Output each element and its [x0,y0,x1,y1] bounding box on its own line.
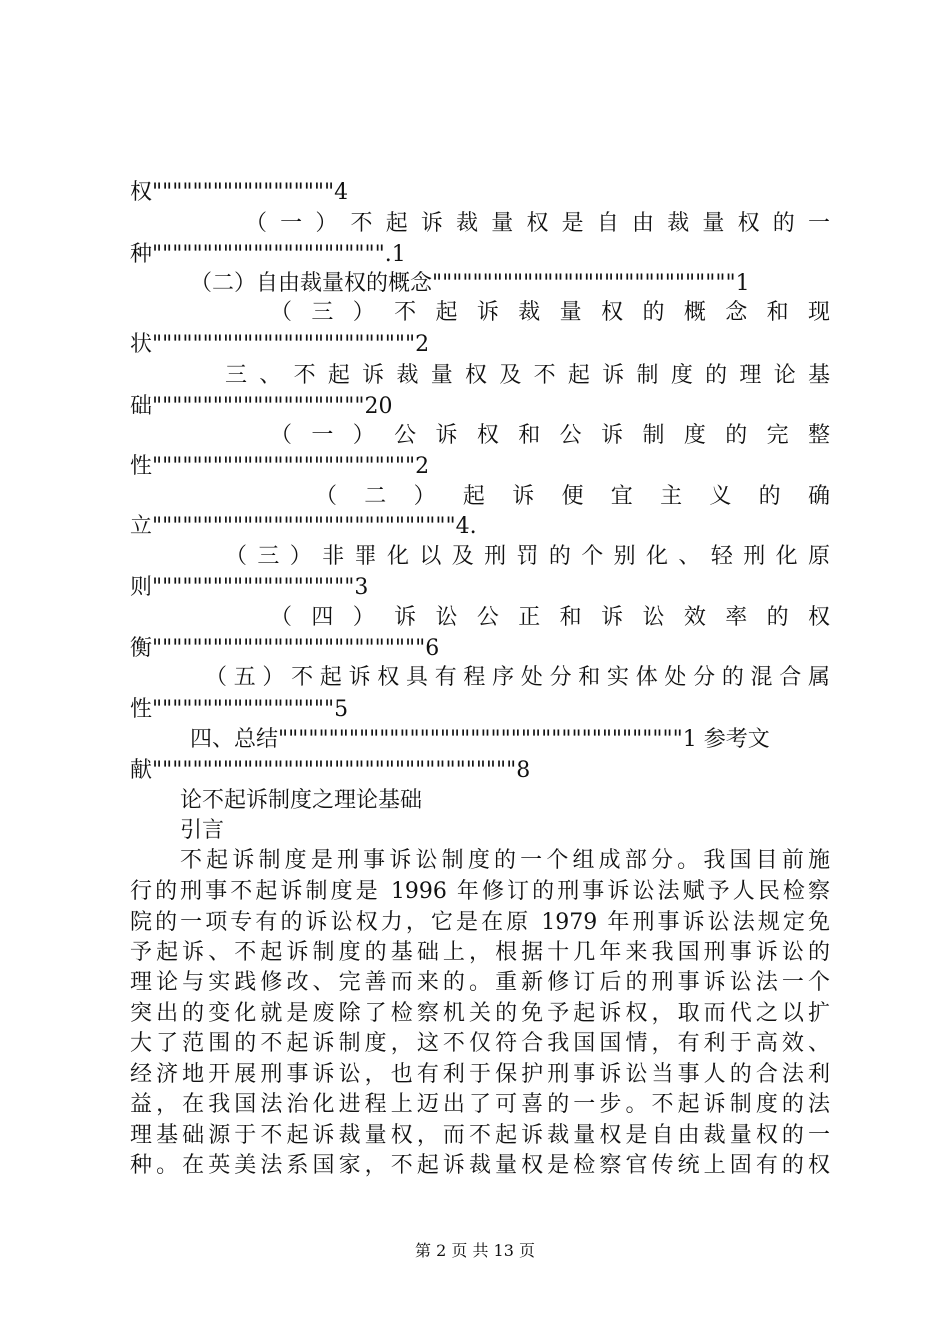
body-line: 理基础源于不起诉裁量权，而不起诉裁量权是自由裁量权的一 [130,1123,830,1148]
toc-line: 状""""""""""""""""""""""""""2 [130,332,430,357]
body-line: 院的一项专有的诉讼权力，它是在原 1979 年刑事诉讼法规定免 [130,910,830,935]
toc-line: 性""""""""""""""""""""""""""2 [130,454,430,479]
toc-line: 三、不起诉裁量权及不起诉制度的理论基 [225,363,830,388]
body-line: 突出的变化就是废除了检察机关的免予起诉权，取而代之以扩 [130,1001,830,1026]
body-line: 予起诉、不起诉制度的基础上，根据十几年来我国刑事诉讼的 [130,940,830,965]
toc-line: 性""""""""""""""""""5 [130,697,349,722]
toc-line: （四）诉讼公正和诉讼效率的权 [270,605,830,630]
toc-line: 种""""""""""""""""""""""".1 [130,242,406,267]
page-number-footer: 第 2 页 共 13 页 [415,1241,535,1260]
toc-line: （三）不起诉裁量权的概念和现 [270,300,830,325]
toc-line: 四、总结""""""""""""""""""""""""""""""""""""""""1 参考文 [190,727,770,752]
toc-line: 则""""""""""""""""""""3 [130,575,369,600]
toc-line: 献""""""""""""""""""""""""""""""""""""8 [130,758,531,783]
toc-line: （五）不起诉权具有程序处分和实体处分的混合属 [205,665,830,690]
body-line: 经济地开展刑事诉讼，也有利于保护刑事诉讼当事人的合法利 [130,1062,830,1087]
toc-line: （二）自由裁量权的概念""""""""""""""""""""""""""""""1 [190,271,750,296]
body-line: 行的刑事不起诉制度是 1996 年修订的刑事诉讼法赋予人民检察 [130,879,830,904]
body-line: 理论与实践修改、完善而来的。重新修订后的刑事诉讼法一个 [130,970,830,995]
body-line: 种。在英美法系国家，不起诉裁量权是检察官传统上固有的权 [130,1153,830,1178]
article-title: 论不起诉制度之理论基础 [180,788,423,813]
toc-line: （一）不起诉裁量权是自由裁量权的一 [245,211,830,236]
body-line: 大了范围的不起诉制度，这不仅符合我国国情，有利于高效、 [130,1031,830,1056]
article-subtitle: 引言 [180,818,225,843]
toc-line: 权""""""""""""""""""4 [130,180,349,205]
toc-line: 立""""""""""""""""""""""""""""""4. [130,514,477,539]
body-line: 不起诉制度是刑事诉讼制度的一个组成部分。我国目前施 [180,848,830,873]
toc-line: （三）非罪化以及刑罚的个别化、轻刑化原 [225,544,830,569]
toc-line: （一）公诉权和公诉制度的完整 [270,423,830,448]
body-line: 益，在我国法治化进程上迈出了可喜的一步。不起诉制度的法 [130,1092,830,1117]
toc-line: （二）起诉便宜主义的确 [315,484,830,509]
toc-line: 础"""""""""""""""""""""20 [130,394,393,419]
toc-line: 衡"""""""""""""""""""""""""""6 [130,636,440,661]
